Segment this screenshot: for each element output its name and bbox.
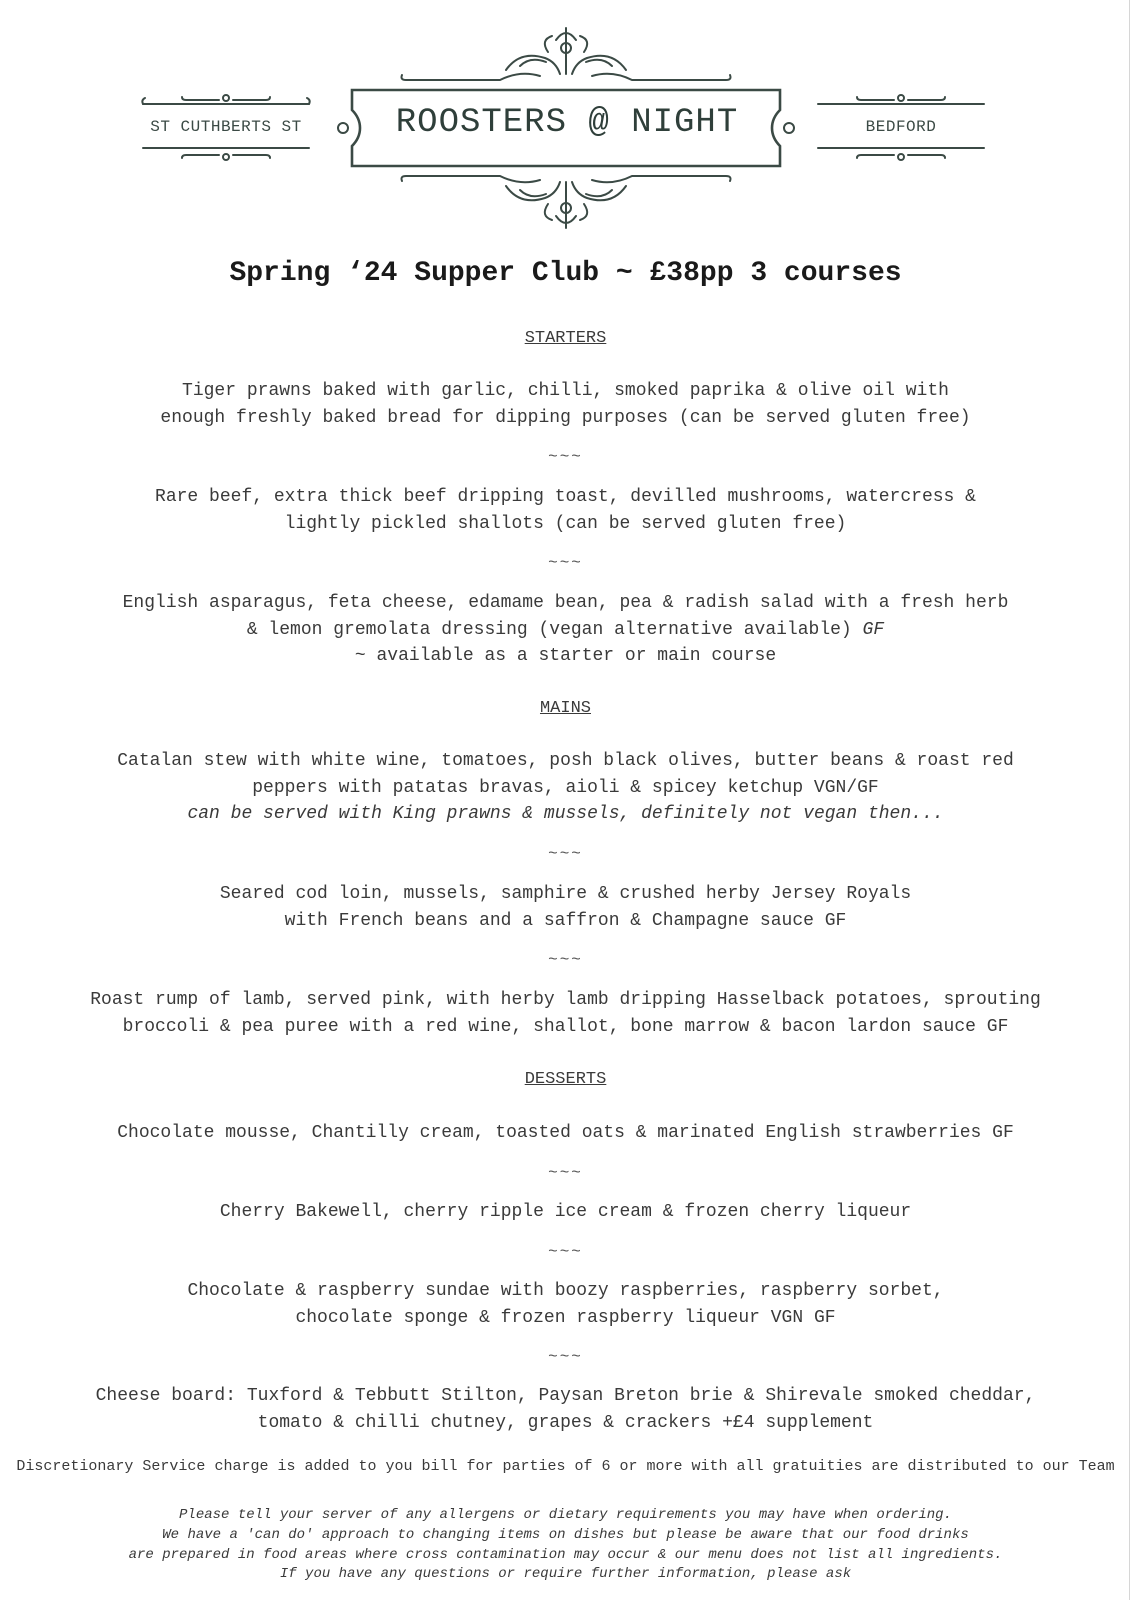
allergen-note-line: Please tell your server of any allergens or dietary requirements you may have when ordering. <box>179 1507 952 1523</box>
separator: ~~~ <box>548 554 583 572</box>
separator: ~~~ <box>548 448 583 466</box>
menu-item-line: Catalan stew with white wine, tomatoes, posh black olives, butter beans & roast red <box>117 751 1014 771</box>
service-charge-note: Discretionary Service charge is added to you bill for parties of 6 or more with all gratuities are distributed to our Team <box>16 1458 1115 1475</box>
menu-item <box>0 987 1131 1040</box>
separator: ~~~ <box>548 1348 583 1366</box>
menu-item-line: Seared cod loin, mussels, samphire & crushed herby Jersey Royals <box>219 884 912 904</box>
menu-item-line: broccoli & pea puree with a red wine, shallot, bone marrow & bacon lardon sauce GF <box>122 1016 1009 1037</box>
section-heading-desserts: DESSERTS <box>524 1070 607 1089</box>
menu-item <box>0 1199 1131 1226</box>
separator: ~~~ <box>548 951 583 969</box>
separator: ~~~ <box>548 1243 583 1261</box>
separator: ~~~ <box>548 845 583 863</box>
menu-item-line: tomato & chilli chutney, grapes & crackers +£4 supplement <box>257 1412 874 1433</box>
menu-item-line: Chocolate mousse, Chantilly cream, toasted oats & marinated English strawberries GF <box>117 1123 1014 1143</box>
menu-item-line: English asparagus, feta cheese, edamame bean, pea & radish salad with a fresh herb <box>122 593 1009 613</box>
menu-item <box>0 1120 1131 1147</box>
town-label: BEDFORD <box>865 118 937 136</box>
brand-name: ROOSTERS @ NIGHT <box>395 104 739 142</box>
menu-item-line: Tiger prawns baked with garlic, chilli, smoked paprika & olive oil with <box>182 381 949 401</box>
menu-item-line <box>0 617 1131 644</box>
section-heading-starters: STARTERS <box>524 329 607 348</box>
menu-item-line: Roast rump of lamb, served pink, with herby lamb dripping Hasselback potatoes, sprouting <box>90 990 1041 1010</box>
allergen-note <box>0 1506 1131 1585</box>
dietary-tag: GF <box>862 619 885 640</box>
menu-item-line: lightly pickled shallots (can be served gluten free) <box>284 513 847 534</box>
menu-item <box>0 1383 1131 1436</box>
section-heading-mains: MAINS <box>539 699 591 718</box>
menu-item <box>0 378 1131 431</box>
allergen-note-line: are prepared in food areas where cross contamination may occur & our menu does not list all ingredients. <box>128 1546 1003 1563</box>
menu-item-line: chocolate sponge & frozen raspberry liqueur VGN GF <box>295 1307 836 1328</box>
menu-item <box>0 590 1131 670</box>
restaurant-logo <box>0 0 1131 250</box>
menu-item <box>0 484 1131 537</box>
menu-item-line: with French beans and a saffron & Champagne sauce GF <box>284 910 847 931</box>
allergen-note-line: If you have any questions or require further information, please ask <box>279 1566 852 1583</box>
menu-item-line: enough freshly baked bread for dipping purposes (can be served gluten free) <box>160 407 971 428</box>
allergen-note-line: We have a 'can do' approach to changing items on dishes but please be aware that our food drinks <box>162 1526 969 1543</box>
menu-item-line: Cherry Bakewell, cherry ripple ice cream & frozen cherry liqueur <box>219 1202 912 1222</box>
menu-item-line: peppers with patatas bravas, aioli & spicey ketchup VGN/GF <box>252 777 879 798</box>
separator: ~~~ <box>548 1164 583 1182</box>
menu-item <box>0 748 1131 828</box>
menu-item-line: Rare beef, extra thick beef dripping toast, devilled mushrooms, watercress & <box>155 487 976 507</box>
menu-item-note: ~ available as a starter or main course <box>354 646 777 666</box>
menu-item-note: can be served with King prawns & mussels, definitely not vegan then... <box>187 804 944 824</box>
menu-item-line: Chocolate & raspberry sundae with boozy raspberries, raspberry sorbet, <box>187 1281 944 1301</box>
street-label: ST CUTHBERTS ST <box>150 118 302 136</box>
menu-item-line: Cheese board: Tuxford & Tebbutt Stilton, Paysan Breton brie & Shirevale smoked cheddar, <box>95 1386 1036 1406</box>
menu-item-text: & lemon gremolata dressing (vegan alternative available) <box>246 619 852 640</box>
menu-item <box>0 1278 1131 1331</box>
menu-item <box>0 881 1131 934</box>
page-title: Spring ‘24 Supper Club ~ £38pp 3 courses <box>229 258 902 289</box>
